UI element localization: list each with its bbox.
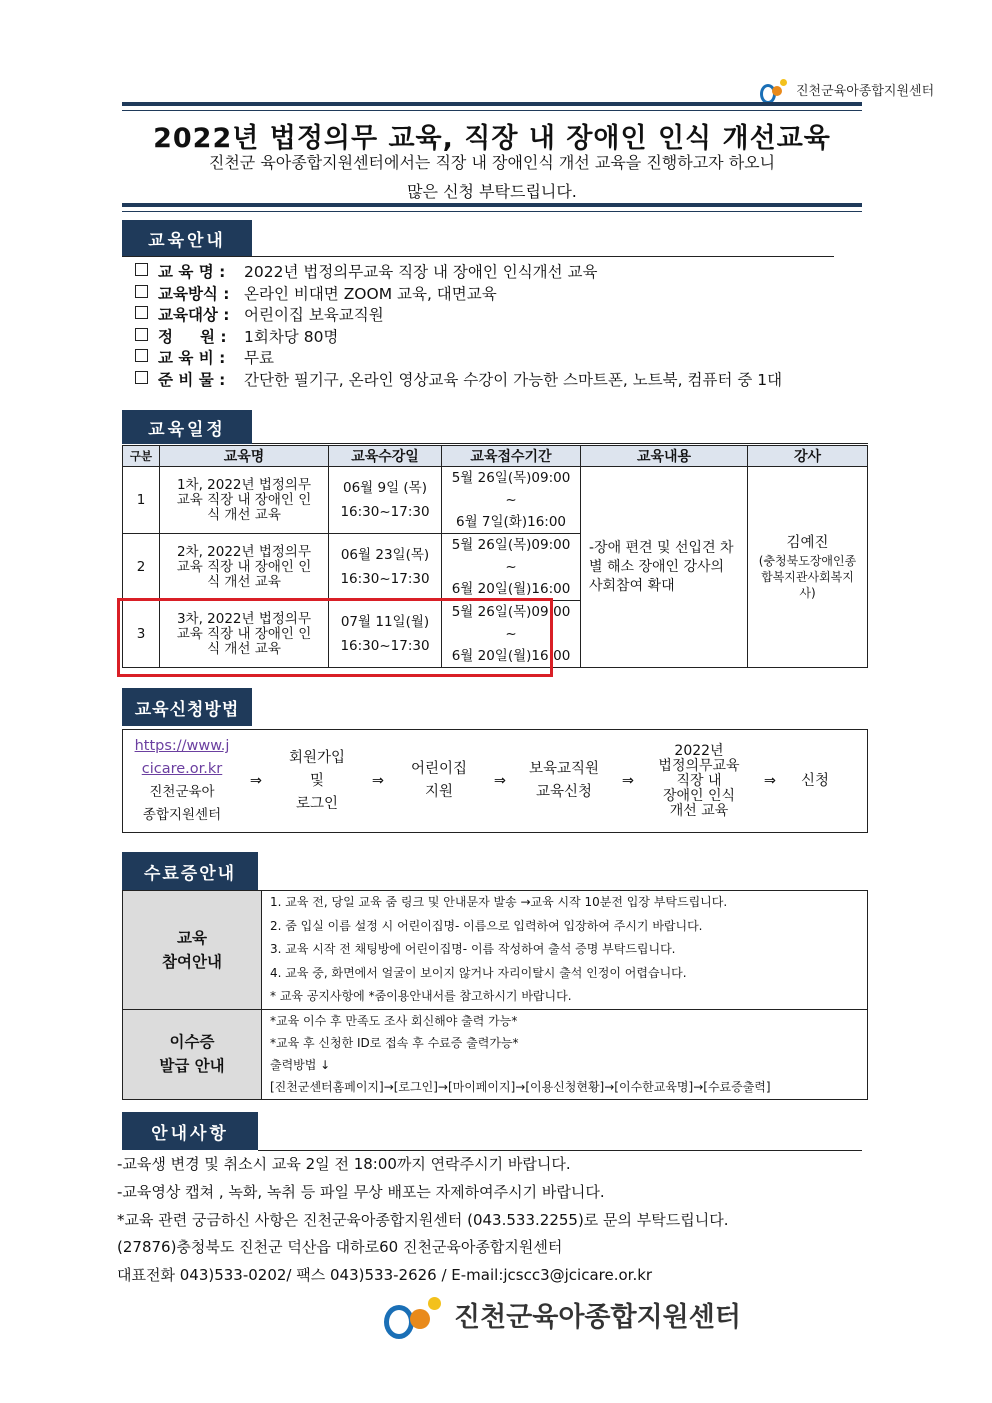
- highlight-box: [117, 598, 553, 677]
- flow-step: 2022년 법정의무교육 직장 내 장애인 인식 개선 교육: [658, 742, 740, 819]
- course-content: -장애 편견 및 선입견 차별 해소 장애인 강사의 사회참여 확대: [581, 467, 748, 668]
- info-item: 교 육 비 : 무료: [133, 348, 782, 370]
- notice-item: (27876)충청북도 진천군 덕산읍 대하로60 진천군육아종합지원센터: [117, 1238, 563, 1257]
- row-number: 2: [123, 534, 160, 601]
- org-logo-bottom: [382, 1293, 741, 1335]
- instructor-org: (충청북도장애인종합복지관사회복지사): [758, 554, 857, 600]
- flow-step: 신청: [800, 772, 829, 789]
- flow-step: 보육교직원 교육신청: [528, 761, 600, 800]
- title-rule-bottom-thin: [122, 211, 862, 212]
- course-time: 16:30~17:30: [340, 571, 430, 587]
- section-info-line: [122, 256, 834, 257]
- period-end: 6월 20일(월)16:00: [451, 648, 571, 664]
- info-item: 교 육 명 : 2022년 법정의무교육 직장 내 장애인 인식개선 교육: [133, 262, 782, 284]
- arrow-icon: ⇒: [763, 773, 777, 789]
- cert-line: 4. 교육 중, 화면에서 얼굴이 보이지 않거나 자리이탈시 출석 인정이 어렵습니다.: [270, 965, 687, 980]
- info-item: 정 원 : 1회차당 80명: [133, 327, 782, 349]
- row-number: 1: [123, 467, 160, 534]
- instructor-name: 김예진: [786, 535, 829, 551]
- col-header: 구분: [123, 446, 160, 467]
- checkbox-icon: [135, 371, 148, 384]
- cert-line: 2. 줌 입실 이름 설정 시 어린이집명- 이름으로 입력하여 입장하여 주시기 바랍니다.: [270, 918, 703, 933]
- title-rule-top: [122, 102, 862, 106]
- table-row: [123, 1009, 868, 1099]
- checkbox-icon: [135, 263, 148, 276]
- table-row: 1 1차, 2022년 법정의무교육 직장 내 장애인 인식 개선 교육 06월 9일 (목) 16:30~17:30 5월 26일(목)09:00 ~ 6월 7일(화)16:00 -장애 편견 및 선입견 차별 해소 장애인 강사의 사회참여 확대 김예진 (충청북도장애인종합복지관사회복지사): [123, 467, 868, 534]
- intro-line-1: 진천군 육아종합지원센터에서는 직장 내 장애인식 개선 교육을 진행하고자 하오니: [208, 153, 776, 172]
- intro-line-2: 많은 신청 부탁드립니다.: [407, 182, 577, 201]
- notice-item: *교육 관련 궁금하신 사항은 진천군육아종합지원센터 (043.533.2255)로 문의 부탁드립니다.: [117, 1210, 729, 1229]
- org-logo-icon: [382, 1293, 448, 1335]
- cert-label: 참여안내: [162, 952, 222, 971]
- info-item: 준 비 물 : 간단한 필기구, 온라인 영상교육 수강이 가능한 스마트폰, 노트북, 컴퓨터 중 1대: [133, 370, 782, 392]
- course-date: 06월 23일(목): [340, 547, 430, 563]
- course-name: 3차, 2022년 법정의무교육 직장 내 장애인 인식 개선 교육: [160, 601, 329, 668]
- section-info-header: 교육안내: [122, 220, 252, 256]
- period-start: 5월 26일(목)09:00: [451, 470, 571, 486]
- org-logo-name: 진천군육아종합지원센터: [454, 1301, 741, 1333]
- course-name: 1차, 2022년 법정의무교육 직장 내 장애인 인식 개선 교육: [160, 467, 329, 534]
- course-date: 07월 11일(월): [340, 614, 430, 630]
- arrow-icon: ⇒: [493, 773, 507, 789]
- cert-line: *교육 이수 후 만족도 조사 회신해야 출력 가능*: [270, 1014, 518, 1029]
- checkbox-icon: [135, 328, 148, 341]
- info-list: [133, 262, 782, 392]
- arrow-icon: ⇒: [249, 773, 263, 789]
- cert-table: [122, 890, 868, 1100]
- table-row: [123, 891, 868, 1010]
- notice-list: [117, 1151, 729, 1290]
- flow-step: 회원가입 및 로그인: [288, 749, 346, 812]
- info-item: 교육대상 : 어린이집 보육교직원: [133, 305, 782, 327]
- arrow-icon: ⇒: [621, 773, 635, 789]
- col-header: 교육접수기간: [442, 446, 581, 467]
- site-link[interactable]: cicare.or.kr: [141, 761, 223, 777]
- site-name: 진천군육아: [149, 784, 215, 800]
- period-end: 6월 20일(월)16:00: [451, 581, 571, 597]
- course-date: 06월 9일 (목): [342, 480, 427, 496]
- col-header: 교육수강일: [329, 446, 442, 467]
- section-apply-header: 교육신청방법: [122, 688, 252, 726]
- section-notice-header: 안내사항: [122, 1112, 258, 1150]
- title-rule-top-thin: [122, 110, 862, 111]
- period-start: 5월 26일(목)09:00: [451, 604, 571, 620]
- cert-label: 이수증: [169, 1033, 215, 1052]
- checkbox-icon: [135, 306, 148, 319]
- col-header: 교육명: [160, 446, 329, 467]
- notice-item: -교육영상 캡쳐 , 녹화, 녹취 등 파일 무상 배포는 자제하여주시기 바랍니다.: [117, 1182, 605, 1201]
- section-schedule-line: [252, 443, 868, 444]
- org-logo-name: 진천군육아종합지원센터: [796, 83, 935, 99]
- apply-flow: [122, 729, 868, 833]
- course-time: 16:30~17:30: [340, 504, 430, 520]
- arrow-icon: ⇒: [371, 773, 385, 789]
- title-rule-bottom: [122, 203, 862, 207]
- section-cert-header: 수료증안내: [122, 852, 258, 890]
- page-title: 2022년 법정의무 교육, 직장 내 장애인 인식 개선교육: [153, 123, 831, 154]
- cert-label: 교육: [177, 928, 207, 947]
- checkbox-icon: [135, 285, 148, 298]
- info-item: 교육방식 : 온라인 비대면 ZOOM 교육, 대면교육: [133, 284, 782, 306]
- period-end: 6월 7일(화)16:00: [455, 514, 567, 530]
- org-logo-icon: [758, 76, 792, 102]
- cert-line: 1. 교육 전, 당일 교육 줌 링크 및 안내문자 발송 →교육 시작 10분전 입장 부탁드립니다.: [270, 895, 728, 909]
- row-number: 3: [123, 601, 160, 668]
- section-schedule-header: 교육일정: [122, 410, 252, 444]
- col-header: 교육내용: [581, 446, 748, 467]
- org-logo-top: [758, 76, 934, 102]
- table-row: 3 3차, 2022년 법정의무교육 직장 내 장애인 인식 개선 교육 07월 11일(월) 16:30~17:30 5월 26일(목)09:00 ~ 6월 20일(월)16:00: [123, 601, 868, 668]
- cert-label: 발급 안내: [159, 1057, 225, 1076]
- schedule-header-row: [123, 446, 868, 467]
- cert-line: *교육 후 신청한 ID로 접속 후 수료증 출력가능*: [270, 1036, 519, 1051]
- col-header: 강사: [748, 446, 868, 467]
- cert-line: 3. 교육 시작 전 채팅방에 어린이집명- 이름 작성하여 출석 증명 부탁드립니다.: [270, 942, 676, 957]
- cert-line: 출력방법 ↓: [270, 1058, 331, 1073]
- table-row: 2 2차, 2022년 법정의무교육 직장 내 장애인 인식 개선 교육 06월 23일(목) 16:30~17:30 5월 26일(목)09:00 ~ 6월 20일(월)16:00: [123, 534, 868, 601]
- notice-item: -교육생 변경 및 취소시 교육 2일 전 18:00까지 연락주시기 바랍니다.: [117, 1155, 571, 1173]
- flow-step: 어린이집 지원: [410, 761, 468, 800]
- period-start: 5월 26일(목)09:00: [451, 537, 571, 553]
- course-name: 2차, 2022년 법정의무교육 직장 내 장애인 인식 개선 교육: [160, 534, 329, 601]
- site-name: 종합지원센터: [142, 807, 222, 823]
- course-time: 16:30~17:30: [340, 638, 430, 654]
- cert-line: [진천군센터홈페이지]→[로그인]→[마이페이지]→[이용신청현황]→[이수한교육명]→[수료증출력]: [270, 1080, 771, 1095]
- checkbox-icon: [135, 349, 148, 362]
- site-link[interactable]: https://www.j: [134, 738, 230, 754]
- notice-item: 대표전화 043)533-0202/ 팩스 043)533-2626 / E-mail:jcscc3@jcicare.or.kr: [117, 1266, 653, 1285]
- cert-line: * 교육 공지사항에 *줌이용안내서를 참고하시기 바랍니다.: [270, 989, 572, 1004]
